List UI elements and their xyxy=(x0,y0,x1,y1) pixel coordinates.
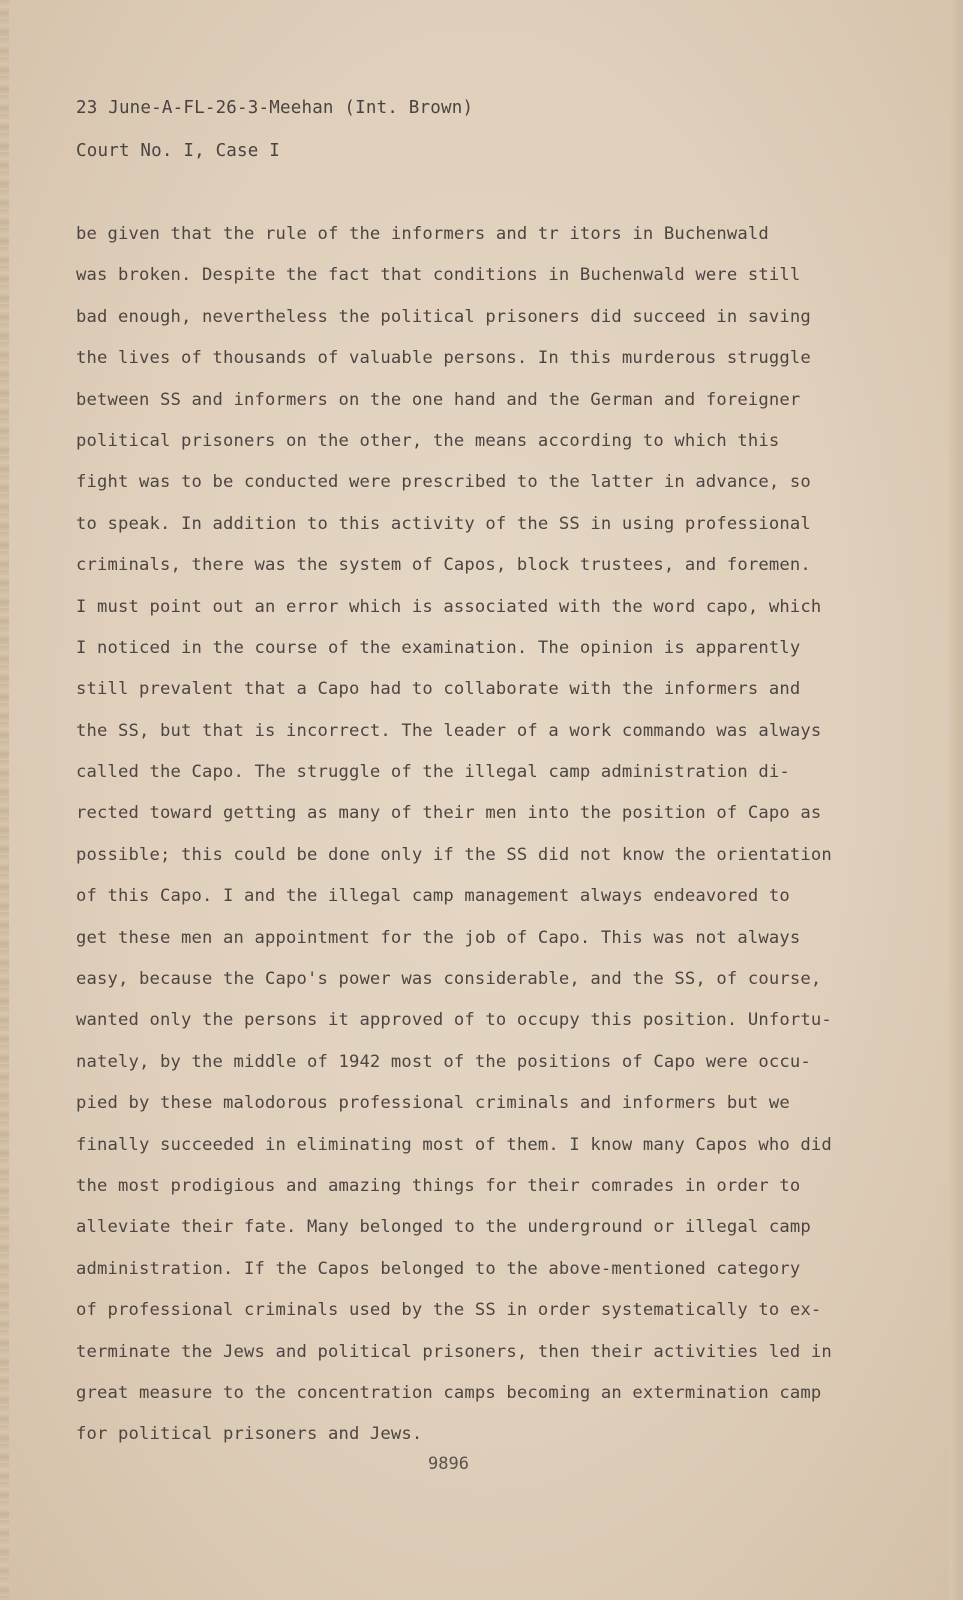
transcript-line: the most prodigious and amazing things for their comrades in order to xyxy=(76,1175,801,1196)
transcript-line: finally succeeded in eliminating most of them. I know many Capos who did xyxy=(76,1134,832,1155)
transcript-line: of this Capo. I and the illegal camp management always endeavored to xyxy=(76,886,790,907)
transcript-line: the lives of thousands of valuable persons. In this murderous struggle xyxy=(76,348,811,369)
transcript-line: fight was to be conducted were prescribed to the latter in advance, so xyxy=(76,472,811,493)
transcript-line: wanted only the persons it approved of to occupy this position. Unfortu- xyxy=(76,1010,832,1031)
transcript-line: called the Capo. The struggle of the illegal camp administration di- xyxy=(76,762,790,783)
transcript-line: easy, because the Capo's power was considerable, and the SS, of course, xyxy=(76,969,822,990)
transcript-line: between SS and informers on the one hand and the German and foreigner xyxy=(76,389,801,410)
transcript-line: the SS, but that is incorrect. The leader of a work commando was always xyxy=(76,720,822,741)
transcript-line: great measure to the concentration camps becoming an extermination camp xyxy=(76,1382,822,1403)
transcript-line: political prisoners on the other, the means according to which this xyxy=(76,430,780,451)
transcript-line: get these men an appointment for the job of Capo. This was not always xyxy=(76,927,801,948)
transcript-line: of professional criminals used by the SS in order systematically to ex- xyxy=(76,1300,822,1321)
transcript-line: bad enough, nevertheless the political prisoners did succeed in saving xyxy=(76,306,811,327)
transcript-line: rected toward getting as many of their men into the position of Capo as xyxy=(76,803,822,824)
transcript-line: nately, by the middle of 1942 most of the positions of Capo were occu- xyxy=(76,1051,811,1072)
transcript-line: be given that the rule of the informers and tr itors in Buchenwald xyxy=(76,224,769,244)
transcript-line: I must point out an error which is associated with the word capo, which xyxy=(76,596,822,617)
transcript-line: was broken. Despite the fact that conditions in Buchenwald were still xyxy=(76,265,801,286)
transcript-line: I noticed in the course of the examination. The opinion is apparently xyxy=(76,637,801,658)
transcript-line: possible; this could be done only if the SS did not know the orientation xyxy=(76,844,832,865)
page-number: 9896 xyxy=(428,1454,469,1474)
transcript-line: still prevalent that a Capo had to collaborate with the informers and xyxy=(76,679,801,700)
transcript-line: to speak. In addition to this activity of the SS in using professional xyxy=(76,513,811,534)
transcript-line: alleviate their fate. Many belonged to the underground or illegal camp xyxy=(76,1217,811,1238)
transcript-line: terminate the Jews and political prisoners, then their activities led in xyxy=(76,1341,832,1362)
transcript-body xyxy=(76,221,832,1463)
paper-right-edge xyxy=(949,0,963,1600)
paper-left-edge xyxy=(0,0,9,1600)
document-reference: 23 June-A-FL-26-3-Meehan (Int. Brown) xyxy=(76,98,474,118)
court-case-line: Court No. I, Case I xyxy=(76,141,280,161)
transcript-line: for political prisoners and Jews. xyxy=(76,1424,423,1445)
transcript-line: criminals, there was the system of Capos, block trustees, and foremen. xyxy=(76,555,811,576)
transcript-line: pied by these malodorous professional criminals and informers but we xyxy=(76,1093,790,1114)
transcript-line: administration. If the Capos belonged to the above-mentioned category xyxy=(76,1258,801,1279)
